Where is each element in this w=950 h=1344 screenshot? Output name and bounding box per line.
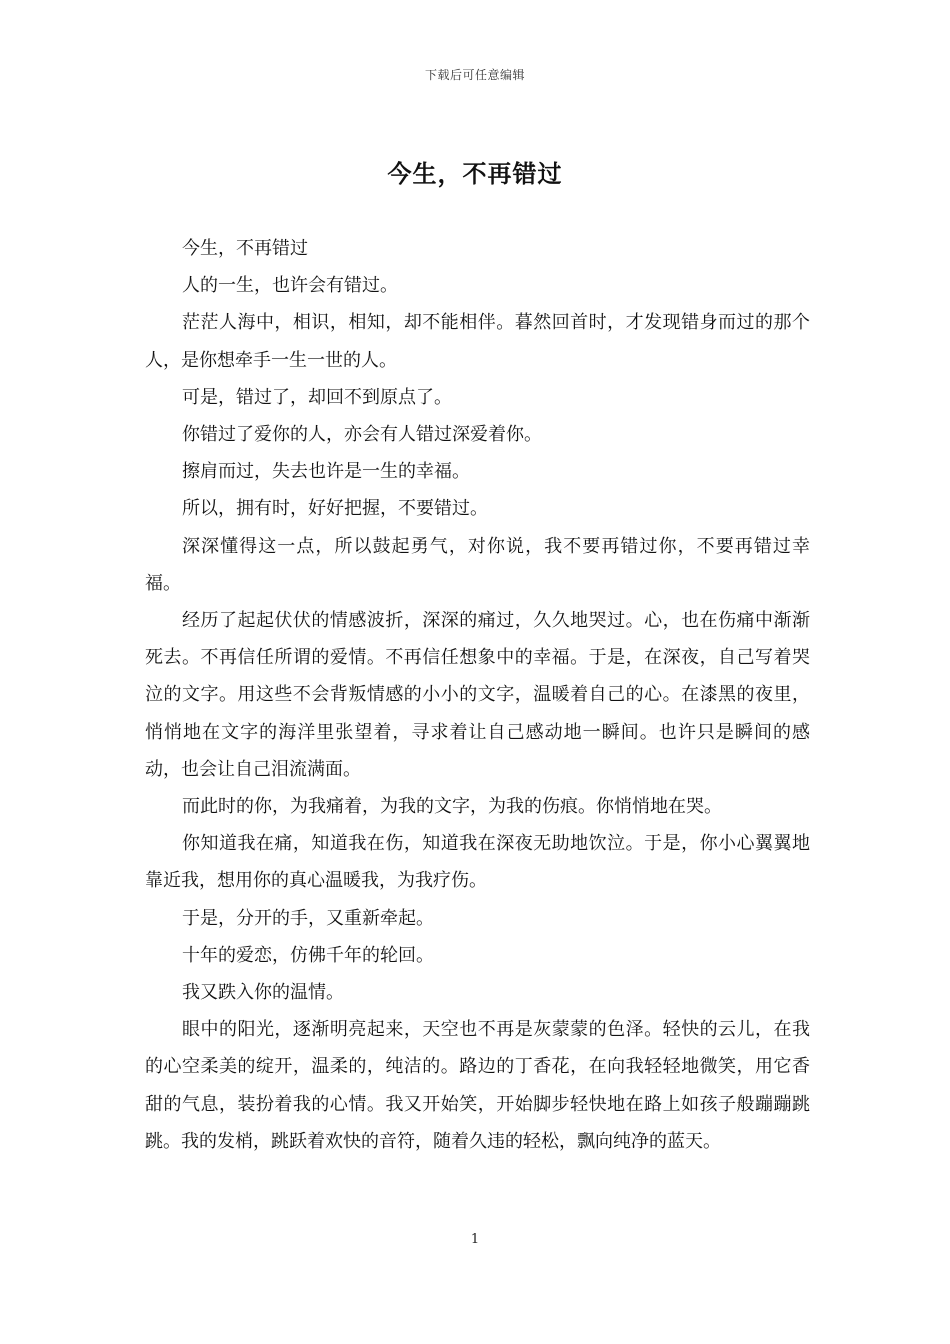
page-number: 1 <box>470 1232 480 1247</box>
paragraph: 人的一生，也许会有错过。 <box>182 275 398 297</box>
paragraph: 十年的爱恋，仿佛千年的轮回。 <box>182 944 434 966</box>
paragraph: 眼中的阳光，逐渐明亮起来，天空也不再是灰蒙蒙的色泽。轻快的云儿，在我的心空柔美的绽开，温柔的，纯洁的。路边的丁香花，在向我轻轻地微笑，用它香甜的气息，装扮着我的心情。我又开始笑，开始脚步轻快地在路上如孩子般蹦蹦跳跳。我的发梢，跳跃着欢快的音符，随着久违的轻松，飘向纯净的蓝天。 <box>145 1019 810 1152</box>
paragraph: 擦肩而过，失去也许是一生的幸福。 <box>182 461 470 483</box>
paragraph: 我又跌入你的温情。 <box>182 982 344 1004</box>
paragraph: 于是，分开的手，又重新牵起。 <box>182 907 434 929</box>
paragraph: 经历了起起伏伏的情感波折，深深的痛过，久久地哭过。心，也在伤痛中渐渐死去。不再信任所谓的爱情。不再信任想象中的幸福。于是，在深夜，自己写着哭泣的文字。用这些不会背叛情感的小小的文字，温暖着自己的心。在漆黑的夜里，悄悄地在文字的海洋里张望着，寻求着让自己感动地一瞬间。也许只是瞬间的感动，也会让自己泪流满面。 <box>145 610 810 780</box>
page-header-note: 下载后可任意编辑 <box>424 68 525 82</box>
paragraph: 所以，拥有时，好好把握，不要错过。 <box>182 498 488 520</box>
paragraph: 可是，错过了，却回不到原点了。 <box>182 386 452 408</box>
paragraph: 深深懂得这一点，所以鼓起勇气，对你说，我不要再错过你，不要再错过幸福。 <box>145 535 810 594</box>
paragraph: 你知道我在痛，知道我在伤，知道我在深夜无助地饮泣。于是，你小心翼翼地靠近我，想用你的真心温暖我，为我疗伤。 <box>145 833 810 892</box>
document-title: 今生，不再错过 <box>387 160 563 188</box>
paragraph: 而此时的你，为我痛着，为我的文字，为我的伤痕。你悄悄地在哭。 <box>182 796 722 818</box>
document-body <box>145 230 810 1160</box>
paragraph: 你错过了爱你的人，亦会有人错过深爱着你。 <box>182 424 542 446</box>
paragraph: 今生，不再错过 <box>182 238 308 259</box>
paragraph: 茫茫人海中，相识，相知，却不能相伴。暮然回首时，才发现错身而过的那个人，是你想牵手一生一世的人。 <box>145 312 810 371</box>
